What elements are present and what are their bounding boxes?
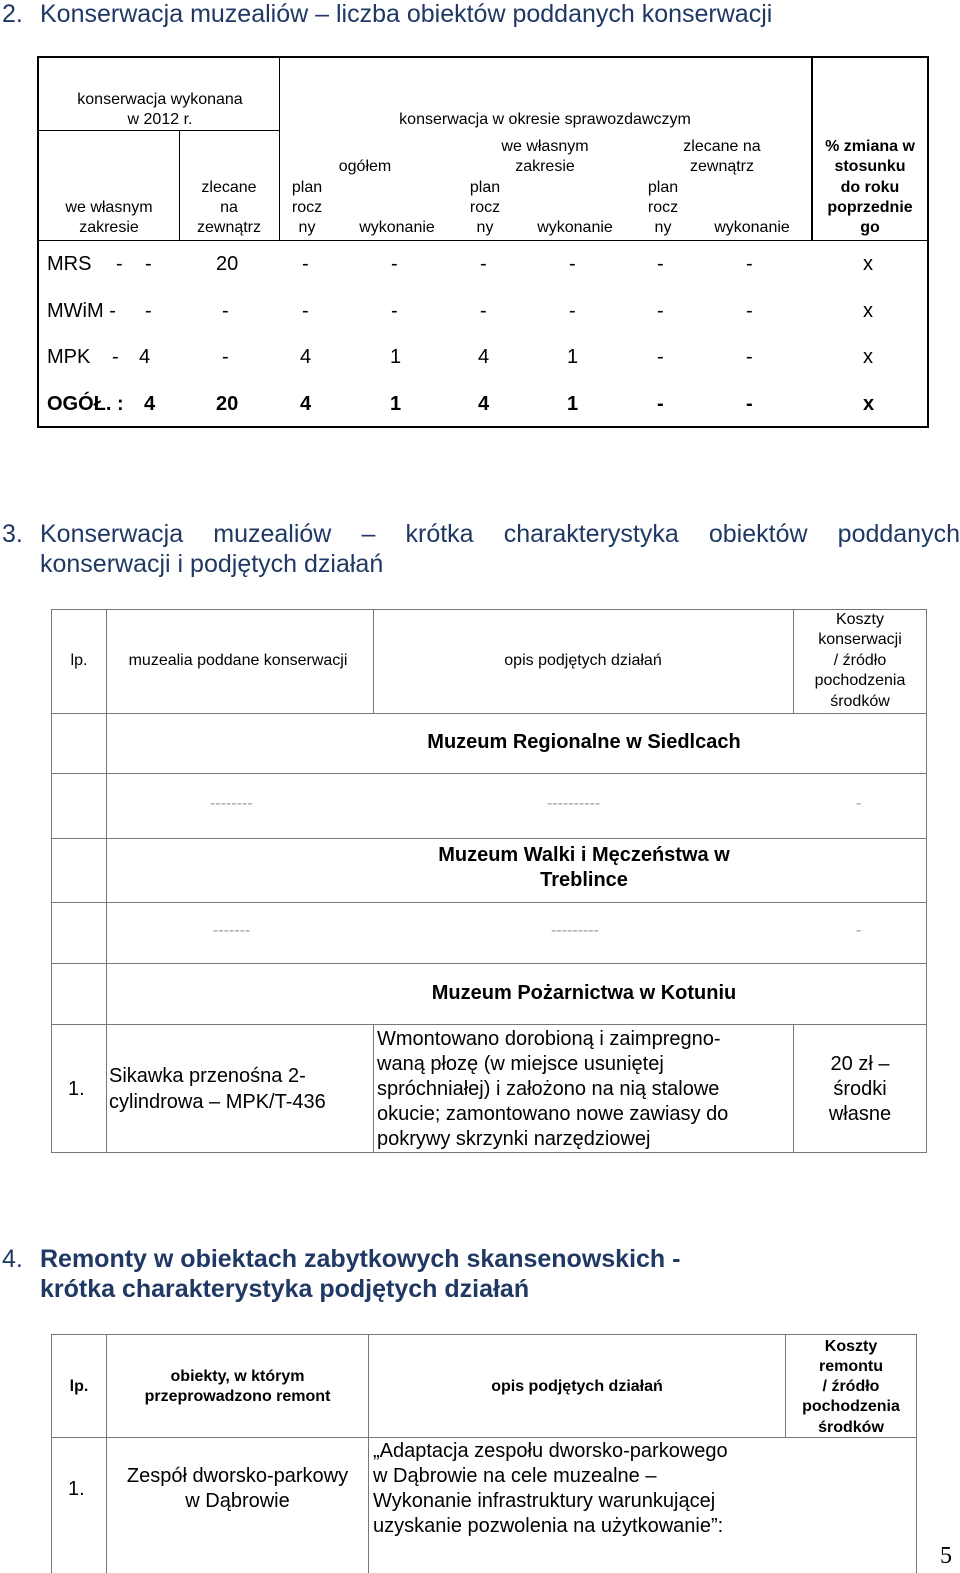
header-plan-a2: rocz [291, 199, 323, 216]
row-desc-4: okucie; zamontowano nowe zawiasy do [377, 1103, 729, 1125]
cell: - [302, 300, 309, 322]
row-label: OGÓŁ. : [47, 393, 124, 415]
header-ext-2: na [220, 199, 238, 216]
cell: x [863, 393, 875, 415]
row-desc-1: Wmontowano dorobioną i zaimpregno- [377, 1028, 721, 1050]
row-label: MPK [47, 346, 91, 368]
cell: x [863, 300, 873, 322]
placeholder-items: -------- [210, 795, 253, 812]
cell: - [302, 253, 309, 275]
museum-kotun: Muzeum Pożarnictwa w Kotuniu [431, 982, 737, 1004]
cell: 4 [300, 346, 312, 368]
header-cost-4: pochodzenia [814, 672, 906, 689]
section-4-heading-line2: krótka charakterystyka podjętych działań [40, 1275, 530, 1303]
row-lp: 1. [68, 1478, 85, 1500]
cell: - [657, 300, 664, 322]
section-2-number: 2. [2, 0, 23, 28]
header-2012-line2: w 2012 r. [127, 111, 193, 128]
row-desc-4: uzyskanie pozwolenia na użytkowanie”: [373, 1515, 724, 1537]
cell: 20 [216, 253, 239, 275]
museum-treblinka-1: Muzeum Walki i Męczeństwa w [438, 844, 730, 866]
header-done-b: wykonanie [537, 219, 613, 236]
cell: - [746, 346, 753, 368]
cell: x [863, 253, 873, 275]
cell: - [657, 393, 664, 415]
museum-treblinka-2: Treblince [540, 869, 628, 891]
section-3-heading-line1: Konserwacja muzealiów – krótka charakterystyka obiektów poddanych [40, 520, 960, 548]
cell: 4 [478, 346, 490, 368]
section-4-heading-line1: Remonty w obiektach zabytkowych skansenowskich - [40, 1245, 681, 1273]
cell: 4 [478, 393, 490, 415]
header-sub-ext: zlecane na [683, 138, 761, 155]
row-desc-3: spróchniałej) i założono na nią stalowe [377, 1078, 720, 1100]
header-change-4: poprzednie [827, 199, 913, 216]
section-2-heading: Konserwacja muzealiów – liczba obiektów poddanych konserwacji [40, 0, 773, 28]
row-desc-5: pokrywy skrzynki narzędziowej [377, 1128, 651, 1150]
header-plan-b2: rocz [469, 199, 501, 216]
row-item-2: cylindrowa – MPK/T-436 [109, 1091, 326, 1113]
cell: - [145, 300, 152, 322]
header-cost-5: środków [818, 1419, 884, 1436]
cell: 1 [390, 393, 402, 415]
header-sub-ext-2: zewnątrz [689, 158, 755, 175]
cell: - [391, 300, 398, 322]
header-cost-5: środków [830, 693, 890, 710]
cell: 1 [567, 393, 579, 415]
header-ext: zlecane [201, 179, 257, 196]
row-desc-2: w Dąbrowie na cele muzealne – [373, 1465, 657, 1487]
header-change-3: do roku [840, 179, 900, 196]
cell: - [657, 346, 664, 368]
cell: - [657, 253, 664, 275]
header-ext-3: zewnątrz [196, 219, 262, 236]
header-done-c: wykonanie [714, 219, 790, 236]
museum-siedlce: Muzeum Regionalne w Siedlcach [427, 731, 741, 753]
header-items: muzealia poddane konserwacji [128, 652, 348, 669]
cell: 20 [216, 393, 239, 415]
header-done-a: wykonanie [359, 219, 435, 236]
header-plan-c2: rocz [647, 199, 679, 216]
header-description: opis podjętych działań [491, 1378, 663, 1395]
placeholder-items: ------- [213, 922, 251, 939]
header-change-5: go [860, 219, 880, 236]
header-period: konserwacja w okresie sprawozdawczym [399, 111, 691, 128]
row-desc-3: Wykonanie infrastruktury warunkującej [373, 1490, 716, 1512]
cell: - [569, 300, 576, 322]
header-plan-a3: ny [298, 219, 316, 236]
placeholder-cost: - [856, 922, 862, 939]
header-plan-a1: plan [291, 179, 323, 196]
cell: - [746, 393, 753, 415]
row-cost-3: własne [828, 1103, 892, 1125]
header-object-2: przeprowadzono remont [144, 1388, 331, 1405]
header-plan-b1: plan [469, 179, 501, 196]
cell: - [746, 300, 753, 322]
cell: - [480, 300, 487, 322]
header-cost-3: / źródło [822, 1378, 880, 1395]
cell: - [480, 253, 487, 275]
header-change-1: % zmiana w [825, 138, 915, 155]
placeholder-cost: - [856, 795, 862, 812]
section-4-number: 4. [2, 1245, 23, 1273]
header-plan-c3: ny [654, 219, 672, 236]
placeholder-description: ---------- [547, 795, 601, 812]
cell: - [746, 253, 753, 275]
row-item-1: Sikawka przenośna 2- [109, 1065, 306, 1087]
header-total: ogółem [338, 158, 392, 175]
header-cost-1: Koszty [835, 611, 884, 628]
header-cost-1: Koszty [824, 1338, 878, 1355]
cell: 1 [567, 346, 579, 368]
cell: 4 [300, 393, 312, 415]
placeholder-description: --------- [551, 922, 599, 939]
row-cost-1: 20 zł – [830, 1053, 890, 1075]
row-desc-1: „Adaptacja zespołu dworsko-parkowego [373, 1440, 728, 1462]
row-desc-2: waną płozę (w miejsce usuniętej [377, 1053, 664, 1075]
header-cost-2: konserwacji [818, 631, 902, 648]
cell: - [112, 346, 119, 368]
cell: 4 [144, 393, 156, 415]
row-object-2: w Dąbrowie [185, 1490, 290, 1512]
cell: - [569, 253, 576, 275]
header-2012-line1: konserwacja wykonana [77, 91, 243, 108]
header-plan-c1: plan [647, 179, 679, 196]
header-description: opis podjętych działań [504, 652, 662, 669]
row-label: MWiM - [47, 300, 116, 322]
section-3-heading-line2: konserwacji i podjętych działań [40, 550, 384, 578]
row-object-1: Zespół dworsko-parkowy [126, 1465, 349, 1487]
header-sub-own-2: zakresie [515, 158, 575, 175]
page-number: 5 [940, 1543, 952, 1569]
cell: - [222, 346, 229, 368]
header-object-1: obiekty, w którym [170, 1368, 305, 1385]
section-3-number: 3. [2, 520, 23, 548]
header-sub-own: we własnym [501, 138, 589, 155]
header-lp: lp. [69, 1378, 89, 1395]
cell: - [222, 300, 229, 322]
cell: 1 [390, 346, 402, 368]
header-cost-4: pochodzenia [802, 1398, 900, 1415]
header-cost-3: / źródło [833, 652, 887, 669]
cell: - [116, 253, 123, 275]
row-label: MRS [47, 253, 92, 275]
header-lp: lp. [70, 652, 88, 669]
cell: x [863, 346, 873, 368]
cell: - [391, 253, 398, 275]
header-own-2: zakresie [79, 219, 139, 236]
cell: 4 [139, 346, 151, 368]
header-plan-b3: ny [476, 219, 494, 236]
header-change-2: stosunku [834, 158, 906, 175]
header-cost-2: remontu [819, 1358, 883, 1375]
row-cost-2: środki [833, 1078, 887, 1100]
row-lp: 1. [68, 1078, 85, 1100]
cell: - [145, 253, 152, 275]
header-own: we własnym [65, 199, 153, 216]
